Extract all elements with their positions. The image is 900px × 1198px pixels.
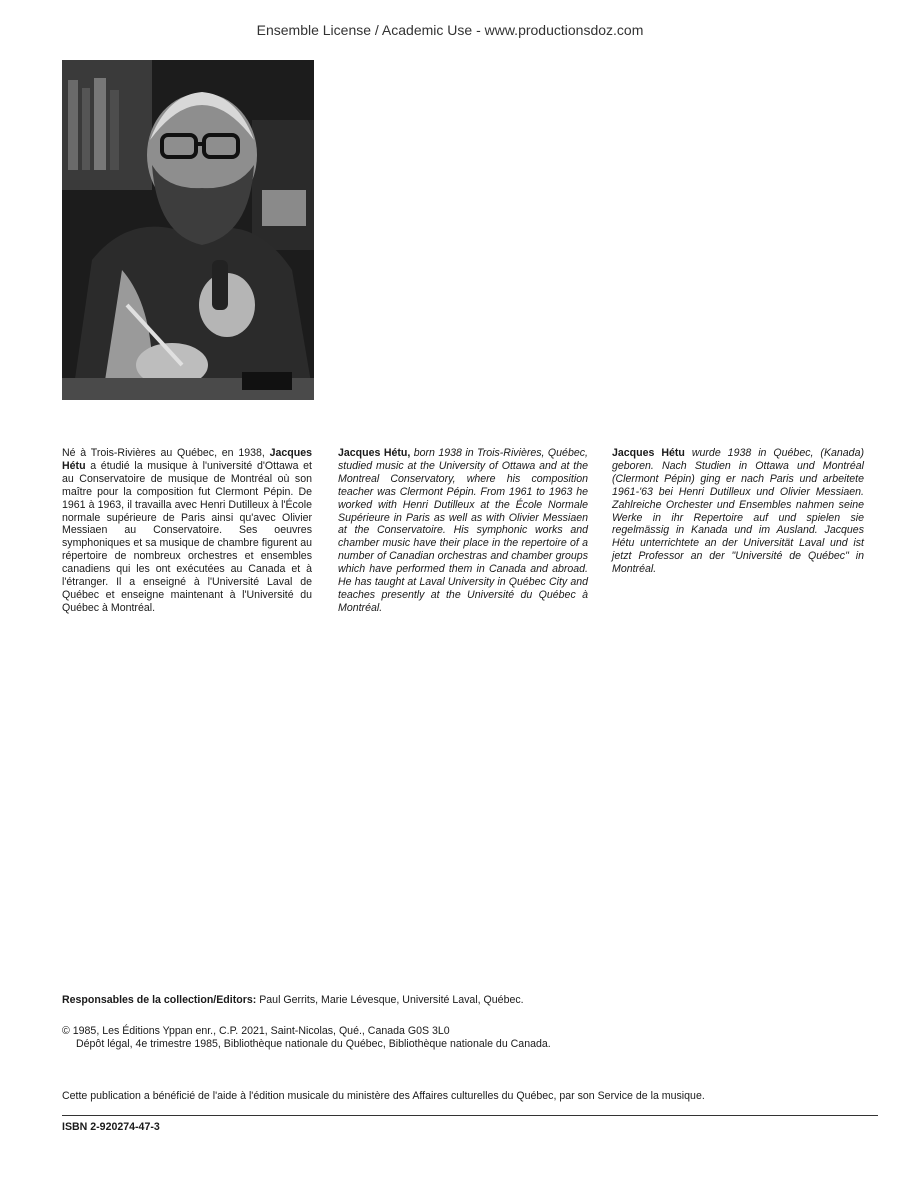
- copyright-block: [62, 1025, 551, 1051]
- copyright-line: © 1985, Les Éditions Yppan enr., C.P. 2021, Saint-Nicolas, Qué., Canada G0S 3L0: [62, 1025, 450, 1037]
- bio-de-body: wurde 1938 in Québec, (Kanada) geboren. Nach Studien in Ottawa und Montréal (Clermont Pépin) ging er nach Paris und arbeitete 1961-'63 bei Henri Dutilleux und Olivier Messiaen. Zahlreiche Orchester und Ensembles nahmen seine Werke in ihr Repertoire auf und spielen sie regelmässig in Kanada und im Ausland. Jacques Hétu unterrichtete an der Universität Laval und ist jetzt Professor an der "Université de Québec" in Montréal.: [612, 447, 864, 576]
- bio-fr-body: a étudié la musique à l'université d'Ottawa et au Conservatoire de musique de Montréal où son maître pour la composition fut Clermont Pépin. De 1961 à 1963, il travailla avec Henri Dutilleux à l'École normale supérieure de Paris ainsi qu'avec Olivier Messiaen au Conservatoire. Ses oeuvres symphoniques et sa musique de chambre figurent au répertoire de nombreux orchestres et ensembles canadiens qui les ont exécutées au Canada et à l'étranger. Il a enseigné à l'Université Laval de Québec et enseigne maintenant à l'Université du Québec à Montréal.: [62, 459, 312, 614]
- bio-en-body: born 1938 in Trois-Rivières, Québec, studied music at the University of Ottawa and at the Montreal Conservatory, where his composition teacher was Clermont Pépin. From 1961 to 1963 he worked with Henri Dutilleux at the École Normale Supérieure in Paris as well as with Olivier Messiaen at the Conservatoire. His symphonic works and chamber music have their place in the repertoire of a number of Canadian orchestras and chamber groups which have performed them in Canada and abroad. He has taught at Laval University in Québec City and teaches presently at the Université du Québec à Montréal.: [338, 447, 588, 614]
- composer-photo: [62, 60, 314, 400]
- bio-fr-name: Jacques Hétu: [62, 447, 312, 472]
- editors-line: [62, 994, 524, 1006]
- license-notice: Ensemble License / Academic Use - www.productionsdoz.com: [256, 22, 644, 38]
- bio-column-french: [62, 447, 312, 615]
- bio-fr-intro: Né à Trois-Rivières au Québec, en 1938,: [62, 447, 270, 459]
- bio-de-name: Jacques Hétu: [612, 447, 685, 459]
- legal-deposit-line: Dépôt légal, 4e trimestre 1985, Bibliothèque nationale du Québec, Bibliothèque nationale du Canada.: [76, 1038, 551, 1050]
- bio-column-german: [612, 447, 864, 576]
- composer-photo-illustration: [62, 60, 314, 400]
- funding-notice: Cette publication a bénéficié de l'aide à l'édition musicale du ministère des Affaires culturelles du Québec, par son Service de la musique.: [62, 1090, 705, 1102]
- editors-label: Responsables de la collection/Editors:: [62, 994, 257, 1006]
- editors-names: Paul Gerrits, Marie Lévesque, Université Laval, Québec.: [256, 994, 524, 1006]
- bio-column-english: [338, 447, 588, 615]
- bio-en-name: Jacques Hétu,: [338, 447, 411, 459]
- footer-divider: [62, 1115, 878, 1116]
- isbn: ISBN 2-920274-47-3: [62, 1121, 160, 1133]
